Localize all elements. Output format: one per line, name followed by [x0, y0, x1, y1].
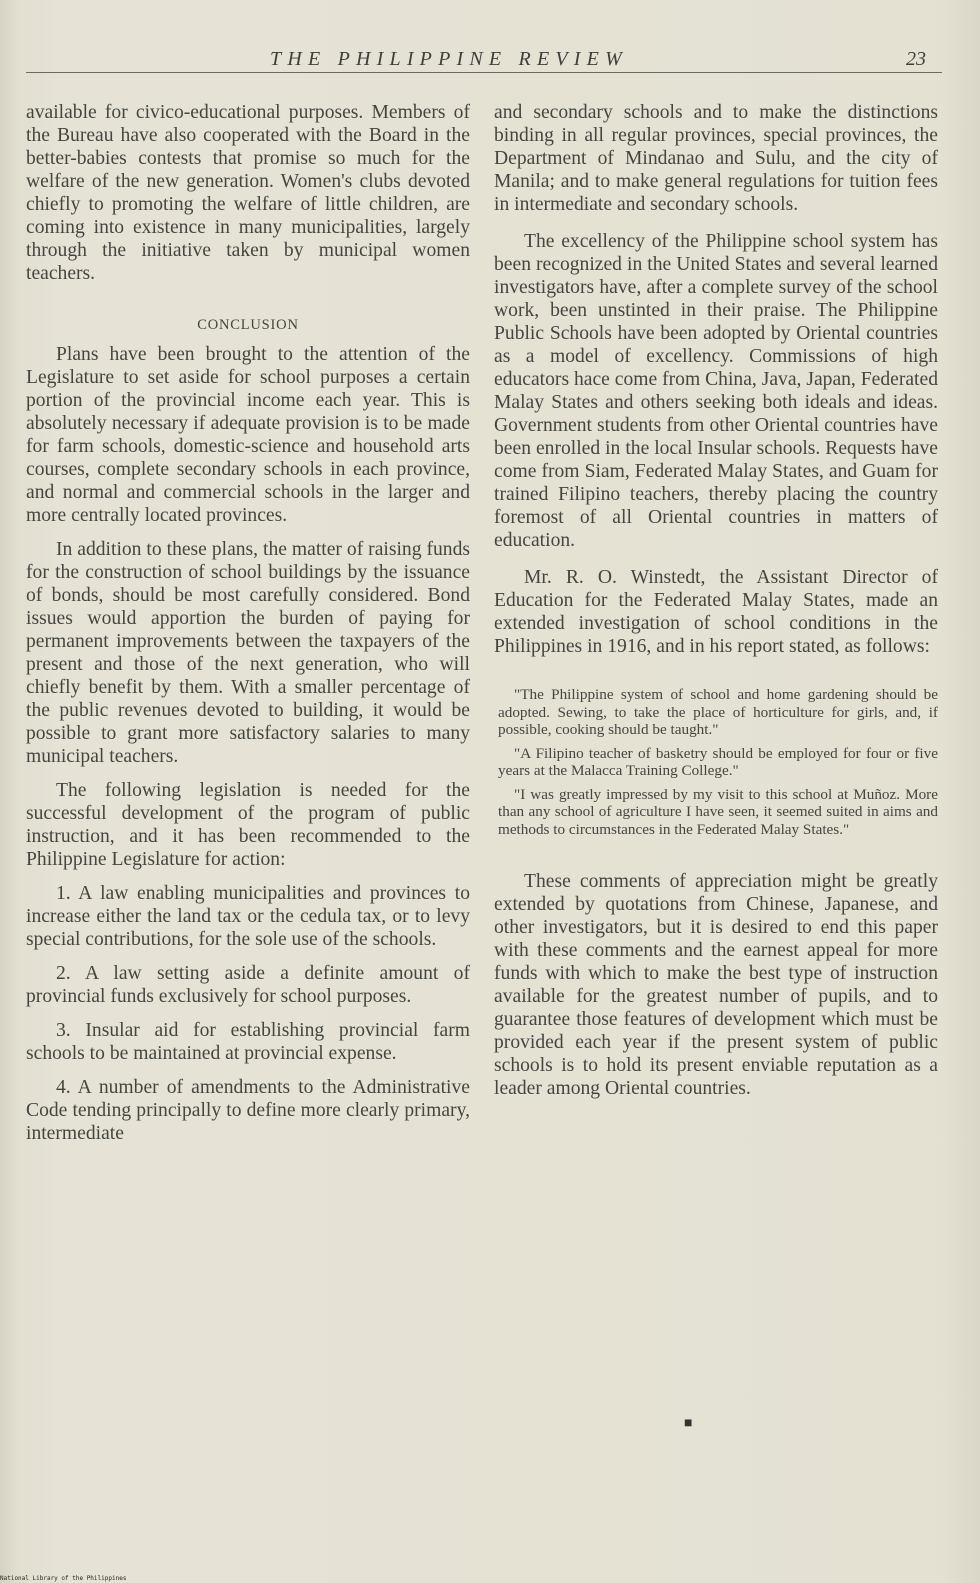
block-quotes	[494, 686, 938, 838]
paragraph-winstedt: Mr. R. O. Winstedt, the Assistant Director of Education for the Federated Malay States, made an extended investigation of school conditions in the Philippines in 1916, and in his report stated, as follows:	[494, 567, 938, 657]
running-header	[0, 44, 980, 74]
publication-title: THE PHILIPPINE REVIEW	[270, 48, 628, 70]
page-number: 23	[906, 48, 926, 70]
header-rule	[26, 72, 942, 73]
end-mark: ■	[684, 1416, 693, 1431]
library-credit: National Library of the Philippines	[0, 1575, 127, 1582]
list-item: 1. A law enabling municipalities and provinces to increase either the land tax or the cedula tax, or to levy special contributions, for the sole use of the schools.	[26, 883, 470, 950]
paragraph-excellency: The excellency of the Philippine school system has been recognized in the United States and several learned investigators have, after a complete survey of the school work, been unstinted in their praise. The Philippine Public Schools have been adopted by Oriental countries as a model of excellency. Commissions of high educators hace come from China, Java, Japan, Federated Malay States and others seeking both ideals and ideas. Government students from other Oriental countries have been enrolled in the local Insular schools. Requests have come from Siam, Federated Malay States, and Guam for trained Filipino teachers, thereby placing the country foremost of all Oriental countries in matters of education.	[494, 231, 938, 551]
section-heading: CONCLUSION	[197, 317, 299, 333]
left-column	[26, 101, 470, 1145]
paragraph-continued: and secondary schools and to make the distinctions binding in all regular provinces, special provinces, the Department of Mindanao and Sulu, and the city of Manila; and to make general regulations for tuition fees in intermediate and secondary schools.	[494, 102, 938, 215]
list-item: 2. A law setting aside a definite amount of provincial funds exclusively for school purposes.	[26, 963, 470, 1007]
block-quote: "The Philippine system of school and home gardening should be adopted. Sewing, to take the place of horticulture for girls, and, if possible, cooking should be taught."	[498, 686, 938, 738]
list-item: 3. Insular aid for establishing provincial farm schools to be maintained at provincial expense.	[26, 1020, 470, 1064]
block-quote: "A Filipino teacher of basketry should be employed for four or five years at the Malacca Training College."	[498, 744, 938, 779]
right-column	[494, 101, 938, 1100]
intro-paragraph: available for civico-educational purposes. Members of the Bureau have also cooperated with the Board in the better-babies contests that promise so much for the welfare of the new generation. Women's clubs devoted chiefly to promoting the welfare of little children, are coming into existence in many municipalities, largely through the initiative taken by municipal women teachers.	[26, 102, 470, 284]
block-quote: "I was greatly impressed by my visit to this school at Muñoz. More than any school of agriculture I have seen, it seemed suited in aims and methods to circumstances in the Federated Malay States."	[498, 785, 938, 838]
paragraph-legislation: The following legislation is needed for the successful development of the program of public instruction, and it has been recommended to the Philippine Legislature for action:	[26, 780, 470, 870]
paragraph-bonds: In addition to these plans, the matter of raising funds for the construction of school buildings by the issuance of bonds, should be most carefully considered. Bond issues would apportion the burden of paying for permanent improvements between the taxpayers of the present and those of the next generation, who will chiefly benefit by them. With a smaller percentage of the public revenues devoted to building, it would be possible to grant more satisfactory salaries to many municipal teachers.	[26, 539, 470, 767]
list-item: 4. A number of amendments to the Administrative Code tending principally to define more clearly primary, intermediate	[26, 1077, 470, 1144]
paragraph-closing: These comments of appreciation might be greatly extended by quotations from Chinese, Japanese, and other investigators, but it is desired to end this paper with these comments and the earnest appeal for more funds with which to make the best type of instruction available for the greatest number of pupils, and to guarantee those features of development which must be provided each year if the present system of public schools is to hold its present enviable reputation as a leader among Oriental countries.	[494, 871, 938, 1099]
paragraph-plans: Plans have been brought to the attention of the Legislature to set aside for school purposes a certain portion of the provincial income each year. This is absolutely necessary if adequate provision is to be made for farm schools, domestic-science and household arts courses, complete secondary schools in each province, and normal and commercial schools in the larger and more centrally located provinces.	[26, 344, 470, 526]
